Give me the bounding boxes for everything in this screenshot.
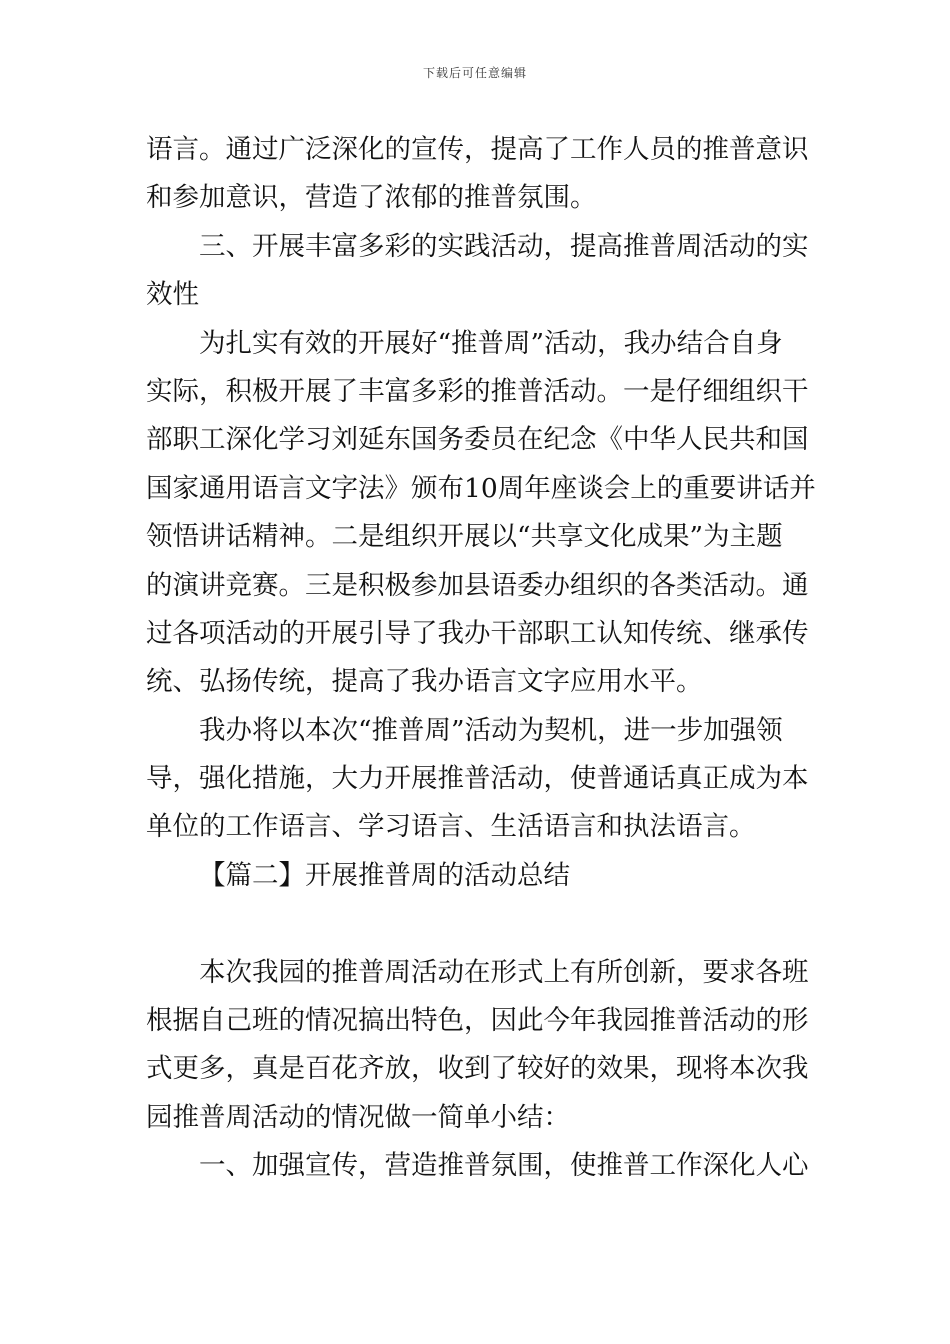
text-line: 的演讲竞赛。三是积极参加县语委办组织的各类活动。通 (146, 569, 809, 601)
text-line: 领悟讲话精神。二是组织开展以“共享文化成果”为主题 (146, 521, 783, 553)
text-line: 园推普周活动的情况做一简单小结： (146, 1101, 570, 1133)
blank-line (146, 900, 806, 948)
text-line: 语言。通过广泛深化的宣传，提高了工作人员的推普意识 (146, 134, 809, 165)
text-line: 导，强化措施，大力开展推普活动，使普通话真正成为本 (146, 763, 809, 795)
text-line: 实际，积极开展了丰富多彩的推普活动。一是仔细组织干 (146, 375, 809, 407)
article-heading: 【篇二】开展推普周的活动总结 (199, 859, 570, 891)
section-heading-1: 一、加强宣传，营造推普氛围，使推普工作深化人心 (199, 1150, 809, 1182)
document-body (146, 126, 816, 1191)
text-line: 根据自己班的情况搞出特色，因此今年我园推普活动的形 (146, 1005, 809, 1037)
paragraph-start: 为扎实有效的开展好“推普周”活动，我办结合自身 (199, 327, 783, 359)
paragraph-start: 本次我园的推普周活动在形式上有所创新，要求各班 (199, 956, 809, 988)
page-header-note: 下载后可任意编辑 (422, 66, 527, 80)
section-heading-3: 三、开展丰富多彩的实践活动，提高推普周活动的实 (199, 230, 809, 262)
text-line: 部职工深化学习刘延东国务委员在纪念《中华人民共和国 (146, 424, 809, 456)
text-line: 单位的工作语言、学习语言、生活语言和执法语言。 (146, 811, 756, 843)
text-line: 统、弘扬传统，提高了我办语言文字应用水平。 (146, 666, 703, 698)
text-line: 式更多，真是百花齐放，收到了较好的效果，现将本次我 (146, 1053, 809, 1085)
text-line: 效性 (146, 279, 199, 311)
text-line: 和参加意识，营造了浓郁的推普氛围。 (146, 182, 597, 214)
text-line: 国家通用语言文字法》颁布10周年座谈会上的重要讲话并 (146, 472, 816, 504)
text-line: 过各项活动的开展引导了我办干部职工认知传统、继承传 (146, 617, 809, 649)
paragraph-start: 我办将以本次“推普周”活动为契机，进一步加强领 (199, 714, 783, 746)
